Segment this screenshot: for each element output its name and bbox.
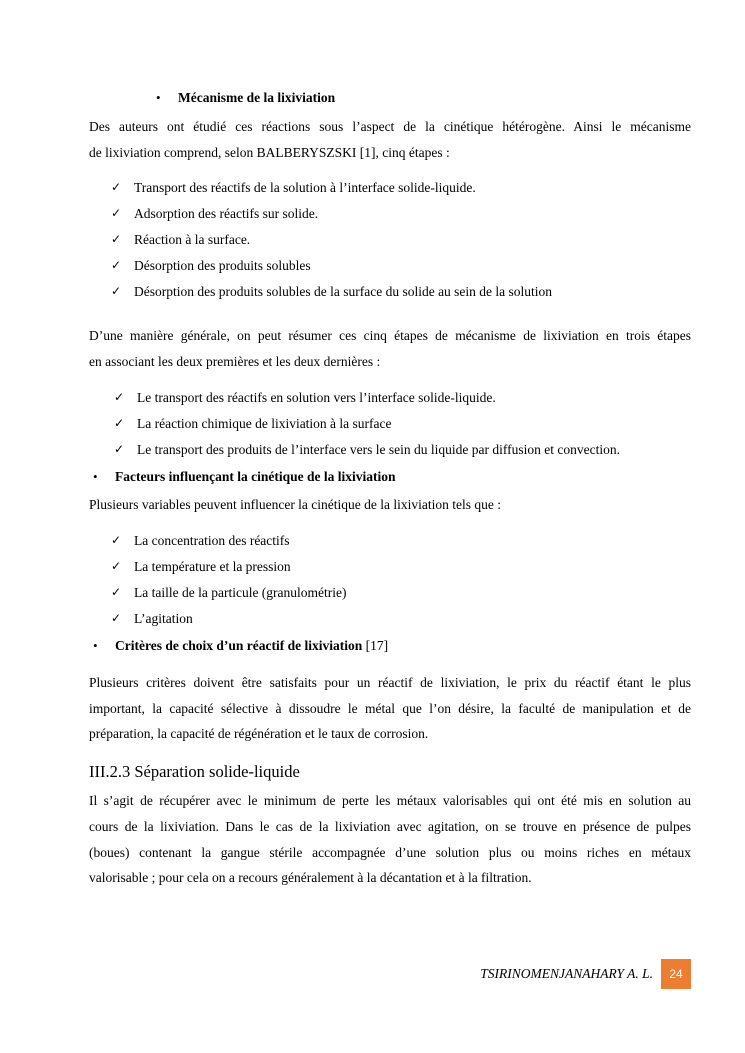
paragraph-line: de lixiviation comprend, selon BALBERYSZSKI [1], cinq étapes :	[89, 145, 450, 160]
paragraph-line: préparation, la capacité de régénération et le taux de corrosion.	[89, 726, 429, 741]
criteres-title: Critères de choix d’un réactif de lixiviation	[115, 638, 363, 653]
paragraph-line: Plusieurs critères doivent être satisfaits pour un réactif de lixiviation, le prix du réactif étant le plus	[89, 675, 691, 690]
checkmark-icon: ✓	[111, 559, 122, 573]
list-item: L’agitation	[134, 611, 193, 626]
list-item: La taille de la particule (granulométrie)	[134, 585, 347, 600]
subsection-title: III.2.3 Séparation solide-liquide	[89, 762, 300, 781]
footer-author: TSIRINOMENJANAHARY A. L.	[480, 966, 653, 981]
list-item: Le transport des produits de l’interface vers le sein du liquide par diffusion et convection.	[137, 442, 620, 457]
bullet-icon: •	[156, 90, 161, 105]
list-item: Désorption des produits solubles	[134, 258, 311, 273]
list-item: Le transport des réactifs en solution vers l’interface solide-liquide.	[137, 390, 496, 405]
list-item: La température et la pression	[134, 559, 291, 574]
checkmark-icon: ✓	[111, 258, 122, 272]
section-heading-facteurs: Facteurs influençant la cinétique de la lixiviation	[115, 469, 396, 484]
reference-citation: [17]	[362, 638, 389, 653]
paragraph-line: (boues) contenant la gangue stérile accompagnée d’une solution plus ou moins riches en métaux	[89, 845, 691, 860]
paragraph-line: Des auteurs ont étudié ces réactions sous l’aspect de la cinétique hétérogène. Ainsi le mécanisme	[89, 119, 691, 134]
paragraph-line: D’une manière générale, on peut résumer ces cinq étapes de mécanisme de lixiviation en trois étapes	[89, 328, 691, 343]
list-item: Adsorption des réactifs sur solide.	[134, 206, 319, 221]
checkmark-icon: ✓	[111, 533, 122, 547]
checkmark-icon: ✓	[111, 585, 122, 599]
checkmark-icon: ✓	[111, 284, 122, 298]
section-heading-mecanisme: Mécanisme de la lixiviation	[178, 90, 336, 105]
checkmark-icon: ✓	[114, 416, 125, 430]
list-item: Désorption des produits solubles de la surface du solide au sein de la solution	[134, 284, 553, 299]
checkmark-icon: ✓	[114, 442, 125, 456]
paragraph-line: important, la capacité sélective à dissoudre le métal que l’on désire, la faculté de manipulation et de	[89, 701, 691, 716]
section-heading-criteres	[115, 637, 388, 655]
list-item: La concentration des réactifs	[134, 533, 290, 548]
checkmark-icon: ✓	[111, 611, 122, 625]
paragraph-line: Il s’agit de récupérer avec le minimum de perte les métaux valorisables qui ont été mis en solution au	[89, 793, 691, 808]
bullet-icon: •	[93, 638, 98, 653]
paragraph-line: valorisable ; pour cela on a recours généralement à la décantation et à la filtration.	[89, 870, 532, 885]
list-item: Transport des réactifs de la solution à l’interface solide-liquide.	[134, 180, 476, 195]
checkmark-icon: ✓	[114, 390, 125, 404]
paragraph-line: en associant les deux premières et les deux dernières :	[89, 354, 381, 369]
checkmark-icon: ✓	[111, 232, 122, 246]
checkmark-icon: ✓	[111, 180, 122, 194]
bullet-icon: •	[93, 469, 98, 484]
paragraph-line: Plusieurs variables peuvent influencer la cinétique de la lixiviation tels que :	[89, 497, 502, 512]
paragraph-line: cours de la lixiviation. Dans le cas de la lixiviation avec agitation, on se trouve en présence de pulpes	[89, 819, 691, 834]
checkmark-icon: ✓	[111, 206, 122, 220]
list-item: La réaction chimique de lixiviation à la surface	[137, 416, 392, 431]
list-item: Réaction à la surface.	[134, 232, 251, 247]
page-number-badge: 24	[661, 959, 691, 989]
